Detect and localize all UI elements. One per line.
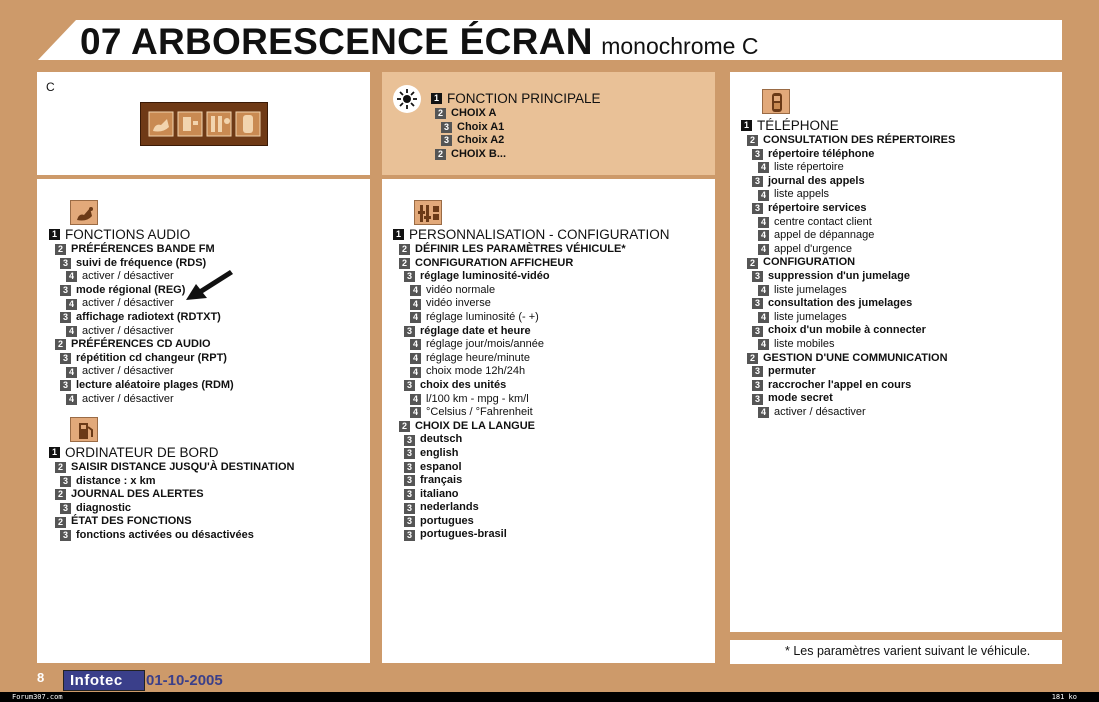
tree-item-label: liste jumelages	[774, 310, 847, 323]
source-label: Forum307.com	[12, 693, 63, 701]
tree-item	[393, 501, 670, 515]
level-badge: 3	[752, 380, 763, 391]
tree-item	[741, 338, 955, 352]
tree-item-label: journal des appels	[768, 174, 865, 187]
status-bar	[0, 692, 1099, 702]
tree-item-label: réglage heure/minute	[426, 351, 530, 364]
tree-item	[741, 392, 955, 406]
tree-item	[431, 148, 601, 162]
level-badge: 3	[404, 435, 415, 446]
tree-item	[49, 365, 234, 379]
level-badge: 3	[60, 312, 71, 323]
document-date: 01-10-2005	[146, 672, 223, 689]
level-badge: 1	[431, 93, 442, 104]
tree-item	[393, 433, 670, 447]
level-badge: 4	[758, 230, 769, 241]
tree-item	[431, 121, 601, 135]
legend-tree	[431, 90, 601, 161]
level-badge: 2	[55, 489, 66, 500]
tree-item-label: activer / désactiver	[82, 270, 174, 283]
tree-item-label: ÉTAT DES FONCTIONS	[71, 515, 192, 528]
level-badge: 3	[404, 503, 415, 514]
tree-item-label: permuter	[768, 365, 816, 378]
tree-item-label: °Celsius / °Fahrenheit	[426, 406, 533, 419]
level-badge: 4	[758, 285, 769, 296]
tree-item	[393, 447, 670, 461]
level-badge: 3	[752, 298, 763, 309]
footnote: * Les paramètres varient suivant le véhicule.	[730, 640, 1062, 664]
tree-item-label: français	[420, 474, 463, 487]
tree-item	[393, 226, 670, 243]
level-badge: 4	[758, 162, 769, 173]
brand-logo: Infotec	[63, 670, 145, 691]
tree-item	[741, 324, 955, 338]
tree-item-label: PRÉFÉRENCES CD AUDIO	[71, 338, 211, 351]
level-badge: 2	[55, 462, 66, 473]
level-badge: 1	[741, 120, 752, 131]
tree-item	[49, 393, 234, 407]
tree-item	[431, 134, 601, 148]
tree-item-label: espanol	[420, 460, 462, 473]
level-badge: 2	[747, 258, 758, 269]
tree-item	[393, 243, 670, 257]
tree-item-label: CONFIGURATION AFFICHEUR	[415, 256, 574, 269]
tree-item	[393, 420, 670, 434]
display-icons	[141, 103, 269, 147]
tree-item	[393, 257, 670, 271]
tree-item-label: fonctions activées ou désactivées	[76, 528, 254, 541]
tree-item	[393, 352, 670, 366]
tree-item-label: liste jumelages	[774, 283, 847, 296]
level-badge: 4	[410, 407, 421, 418]
tree-item-label: FONCTIONS AUDIO	[65, 226, 191, 242]
tree-item	[49, 515, 294, 529]
level-badge: 3	[60, 530, 71, 541]
tree-item	[49, 475, 294, 489]
tree-item-label: choix d'un mobile à connecter	[768, 324, 926, 337]
level-badge: 3	[60, 476, 71, 487]
tree-item-label: deutsch	[420, 433, 463, 446]
pointer-arrow-icon	[184, 268, 234, 302]
level-badge: 3	[404, 448, 415, 459]
tree-item	[741, 297, 955, 311]
level-badge: 4	[758, 217, 769, 228]
level-badge: 3	[60, 258, 71, 269]
display-label: C	[46, 80, 55, 94]
tree-item-label: activer / désactiver	[82, 365, 174, 378]
computer-tree	[49, 444, 294, 543]
tree-item	[393, 515, 670, 529]
level-badge: 2	[55, 339, 66, 350]
tree-item	[393, 284, 670, 298]
tree-item-label: liste appels	[774, 188, 830, 201]
tree-item	[741, 216, 955, 230]
file-size-label: 181 ko	[1051, 693, 1077, 701]
tree-item-label: réglage date et heure	[420, 324, 531, 337]
tree-item-label: Choix A1	[457, 120, 505, 133]
tree-item-label: italiano	[420, 487, 459, 500]
level-badge: 1	[393, 229, 404, 240]
level-badge: 4	[758, 407, 769, 418]
tree-item-label: liste mobiles	[774, 337, 835, 350]
tree-item	[741, 352, 955, 366]
tree-item	[393, 488, 670, 502]
tree-item	[393, 528, 670, 542]
tree-item	[49, 488, 294, 502]
tree-item-label: CHOIX B...	[451, 147, 507, 160]
level-badge: 2	[55, 244, 66, 255]
level-badge: 4	[66, 326, 77, 337]
tree-item-label: affichage radiotext (RDTXT)	[76, 310, 221, 323]
tree-item-label: suppression d'un jumelage	[768, 269, 910, 282]
level-badge: 3	[441, 135, 452, 146]
level-badge: 3	[60, 503, 71, 514]
tree-item	[49, 502, 294, 516]
level-badge: 4	[758, 244, 769, 255]
level-badge: 3	[60, 285, 71, 296]
level-badge: 4	[410, 367, 421, 378]
tree-item-label: CONSULTATION DES RÉPERTOIRES	[763, 134, 956, 146]
tree-item	[741, 229, 955, 243]
tree-item	[741, 117, 955, 134]
tree-item	[741, 243, 955, 257]
tree-item-label: vidéo inverse	[426, 297, 491, 310]
page-title	[80, 20, 758, 60]
tree-item	[741, 311, 955, 325]
tree-item	[393, 311, 670, 325]
tree-item-label: appel d'urgence	[774, 242, 852, 255]
tree-item	[741, 379, 955, 393]
level-badge: 3	[404, 326, 415, 337]
tree-item-label: diagnostic	[76, 501, 132, 514]
level-badge: 4	[410, 394, 421, 405]
tree-item	[393, 393, 670, 407]
level-badge: 2	[747, 353, 758, 364]
tree-item-label: répertoire téléphone	[768, 147, 875, 160]
tree-item-label: TÉLÉPHONE	[757, 117, 839, 133]
level-badge: 4	[758, 339, 769, 350]
tree-item	[49, 338, 234, 352]
tree-item-label: répertoire services	[768, 201, 867, 214]
tree-item	[741, 284, 955, 298]
tree-item-label: raccrocher l'appel en cours	[768, 378, 912, 391]
level-badge: 3	[404, 380, 415, 391]
display-screen-image	[140, 102, 268, 146]
tree-item	[393, 270, 670, 284]
tree-item-label: réglage luminosité (- +)	[426, 310, 539, 323]
level-badge: 3	[752, 203, 763, 214]
tree-item-label: nederlands	[420, 501, 479, 514]
level-badge: 3	[441, 122, 452, 133]
level-badge: 2	[55, 517, 66, 528]
level-badge: 3	[404, 271, 415, 282]
light-bulb-icon	[392, 84, 422, 114]
level-badge: 1	[49, 447, 60, 458]
tree-item-label: PERSONNALISATION - CONFIGURATION	[409, 226, 670, 242]
level-badge: 4	[410, 299, 421, 310]
tree-item	[431, 107, 601, 121]
phone-tree	[741, 117, 955, 419]
tree-item-label: choix mode 12h/24h	[426, 365, 526, 378]
level-badge: 3	[752, 176, 763, 187]
tree-item-label: activer / désactiver	[82, 297, 174, 310]
level-badge: 3	[60, 380, 71, 391]
tree-item	[393, 379, 670, 393]
level-badge: 3	[404, 530, 415, 541]
tree-item-label: suivi de fréquence (RDS)	[76, 256, 207, 269]
level-badge: 4	[410, 353, 421, 364]
tree-item-label: consultation des jumelages	[768, 297, 913, 310]
tree-item	[49, 352, 234, 366]
tree-item-label: réglage luminosité-vidéo	[420, 270, 550, 283]
tree-item-label: SAISIR DISTANCE JUSQU'À DESTINATION	[71, 461, 295, 473]
level-badge: 4	[66, 271, 77, 282]
level-badge: 3	[404, 516, 415, 527]
level-badge: 3	[752, 326, 763, 337]
title-main: 07 ARBORESCENCE ÉCRAN	[80, 21, 593, 62]
tree-item	[393, 474, 670, 488]
level-badge: 4	[66, 299, 77, 310]
tree-item-label: réglage jour/mois/année	[426, 338, 545, 351]
level-badge: 4	[66, 394, 77, 405]
tree-item	[393, 406, 670, 420]
level-badge: 3	[404, 462, 415, 473]
level-badge: 2	[399, 421, 410, 432]
music-note-icon	[70, 200, 98, 225]
level-badge: 3	[60, 353, 71, 364]
tree-item	[741, 202, 955, 216]
tree-item-label: GESTION D'UNE COMMUNICATION	[763, 351, 948, 364]
tree-item-label: JOURNAL DES ALERTES	[71, 488, 204, 501]
tree-item	[741, 365, 955, 379]
tree-item	[393, 461, 670, 475]
level-badge: 2	[435, 108, 446, 119]
tree-item	[741, 256, 955, 270]
tree-item-label: activer / désactiver	[774, 405, 866, 418]
level-badge: 4	[410, 312, 421, 323]
level-badge: 4	[410, 285, 421, 296]
tree-item-label: portugues-brasil	[420, 528, 507, 541]
tree-item-label: vidéo normale	[426, 283, 496, 296]
tree-item	[393, 365, 670, 379]
tree-item-label: mode régional (REG)	[76, 283, 186, 296]
tree-item	[741, 406, 955, 420]
tree-item	[741, 148, 955, 162]
tree-item	[393, 338, 670, 352]
tree-item	[741, 134, 955, 148]
level-badge: 3	[752, 271, 763, 282]
tree-item	[49, 444, 294, 461]
tree-item-label: mode secret	[768, 392, 833, 405]
settings-sliders-icon	[414, 200, 442, 225]
tree-item-label: ORDINATEUR DE BORD	[65, 444, 219, 460]
tree-item	[49, 243, 234, 257]
tree-item-label: activer / désactiver	[82, 392, 174, 405]
tree-item-label: l/100 km - mpg - km/l	[426, 392, 529, 405]
fuel-pump-icon	[70, 417, 98, 442]
tree-item-label: activer / désactiver	[82, 324, 174, 337]
tree-item	[431, 90, 601, 107]
level-badge: 3	[404, 489, 415, 500]
level-badge: 4	[410, 339, 421, 350]
tree-item-label: choix des unités	[420, 378, 507, 391]
level-badge: 2	[747, 135, 758, 146]
tree-item-label: portugues	[420, 514, 474, 527]
tree-item-label: CHOIX A	[451, 107, 497, 119]
tree-item-label: FONCTION PRINCIPALE	[447, 90, 601, 106]
tree-item	[741, 188, 955, 202]
level-badge: 3	[752, 394, 763, 405]
mobile-phone-icon	[762, 89, 790, 114]
tree-item-label: english	[420, 446, 459, 459]
tree-item-label: lecture aléatoire plages (RDM)	[76, 378, 234, 391]
level-badge: 2	[399, 258, 410, 269]
tree-item-label: répétition cd changeur (RPT)	[76, 351, 227, 364]
tree-item-label: CONFIGURATION	[763, 256, 856, 269]
title-subtitle: monochrome C	[601, 33, 759, 59]
tree-item	[49, 226, 234, 243]
tree-item	[49, 529, 294, 543]
level-badge: 1	[49, 229, 60, 240]
level-badge: 3	[404, 475, 415, 486]
tree-item	[49, 461, 294, 475]
tree-item-label: centre contact client	[774, 215, 872, 228]
tree-item-label: PRÉFÉRENCES BANDE FM	[71, 243, 215, 255]
tree-item	[49, 379, 234, 393]
tree-item	[393, 297, 670, 311]
level-badge: 4	[66, 367, 77, 378]
level-badge: 3	[752, 366, 763, 377]
tree-item-label: DÉFINIR LES PARAMÈTRES VÉHICULE*	[415, 243, 626, 255]
level-badge: 4	[758, 312, 769, 323]
tree-item	[741, 270, 955, 284]
level-badge: 2	[399, 244, 410, 255]
tree-item-label: CHOIX DE LA LANGUE	[415, 419, 535, 432]
tree-item	[49, 311, 234, 325]
level-badge: 4	[758, 190, 769, 201]
tree-item	[741, 161, 955, 175]
tree-item	[741, 175, 955, 189]
tree-item	[393, 325, 670, 339]
config-tree	[393, 226, 670, 542]
tree-item-label: liste répertoire	[774, 161, 844, 174]
level-badge: 3	[752, 149, 763, 160]
level-badge: 2	[435, 149, 446, 160]
tree-item-label: distance : x km	[76, 474, 156, 487]
tree-item	[49, 325, 234, 339]
tree-item-label: Choix A2	[457, 134, 505, 147]
page-number: 8	[37, 670, 45, 685]
tree-item-label: appel de dépannage	[774, 229, 875, 242]
audio-tree	[49, 226, 234, 406]
